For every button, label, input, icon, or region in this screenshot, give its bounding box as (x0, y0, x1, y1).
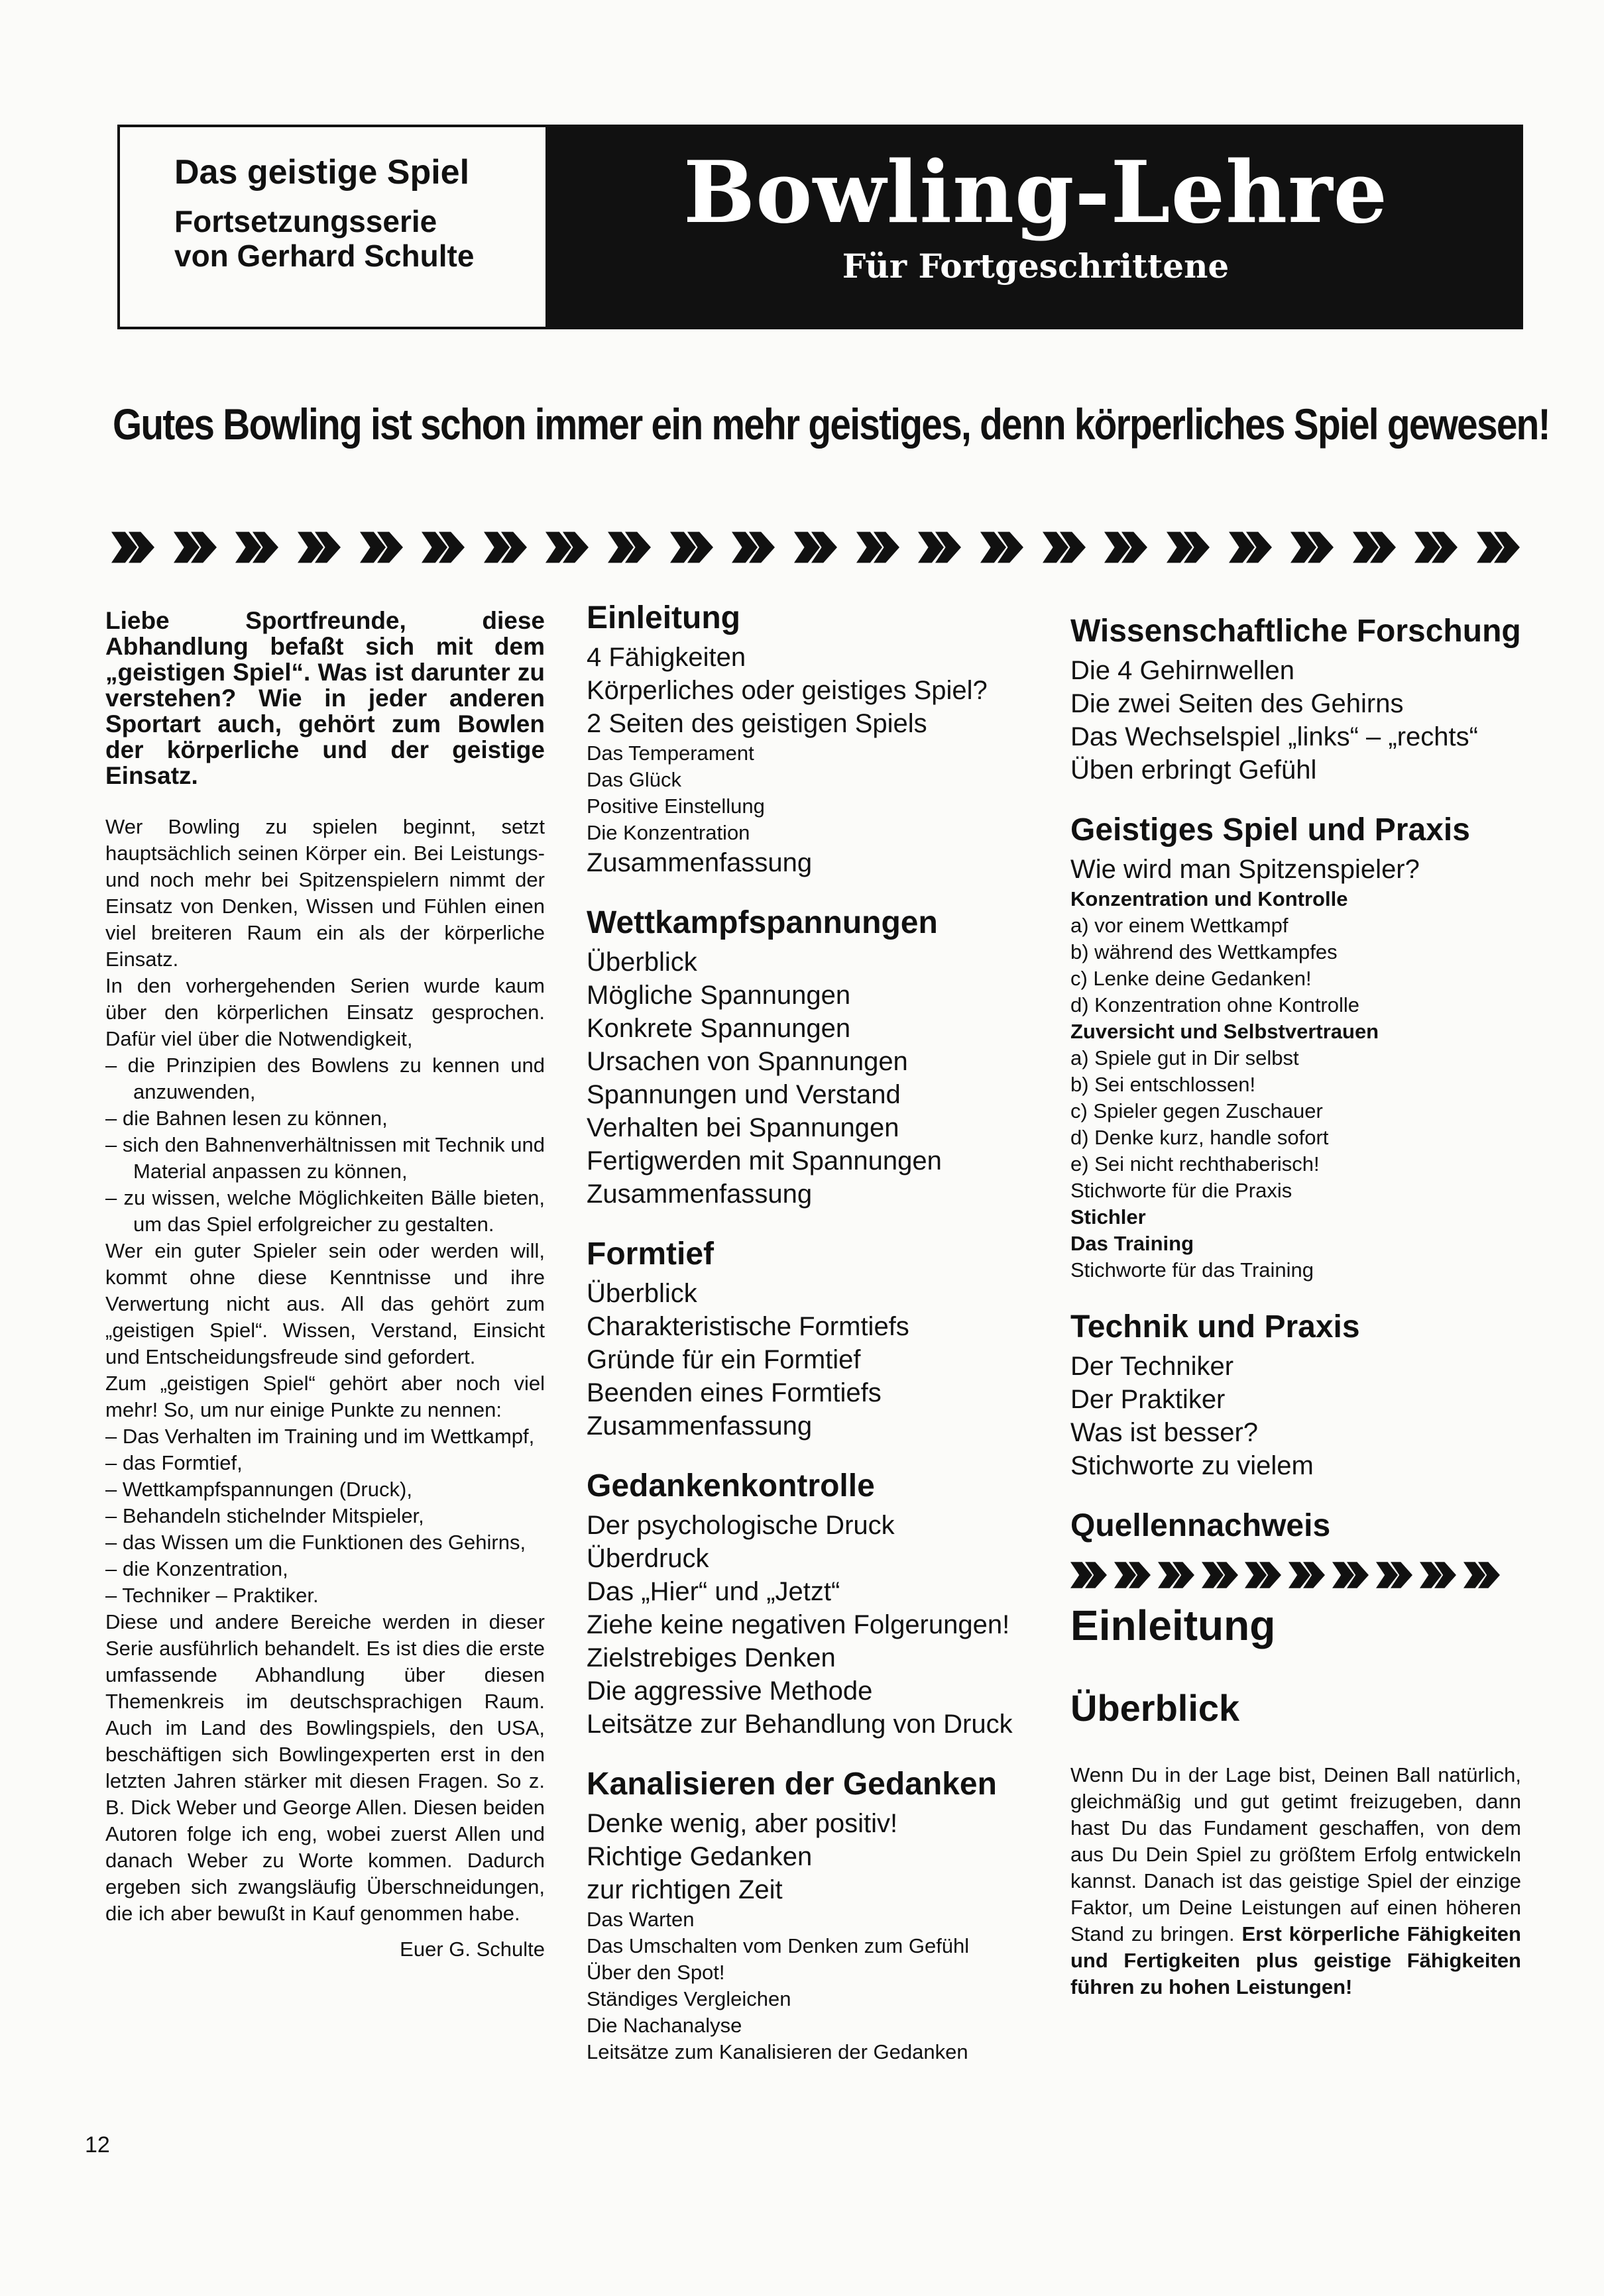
toc-item: Fertigwerden mit Spannungen (587, 1146, 942, 1175)
toc-item: Stichworte für die Praxis (1070, 1179, 1292, 1202)
toc-item: Die 4 Gehirnwellen (1070, 656, 1294, 685)
toc-item: Das Glück (587, 768, 681, 791)
bullet-item: – die Prinzipien des Bowlens zu kennen und anzuwenden, (105, 1054, 545, 1103)
double-arrow-icon (1070, 1560, 1108, 1590)
double-arrow-icon (608, 530, 653, 565)
toc-item: zur richtigen Zeit (587, 1875, 783, 1904)
double-arrow-icon (298, 530, 343, 565)
double-arrow-icon (1229, 530, 1274, 565)
middle-column-contents (587, 600, 1037, 2091)
double-arrow-icon (1167, 530, 1212, 565)
toc-item: Ständiges Vergleichen (587, 1987, 791, 2010)
bullet-item: – Techniker – Praktiker. (105, 1584, 319, 1607)
toc-item: b) Sei entschlossen! (1070, 1073, 1256, 1096)
toc-item: Charakteristische Formtiefs (587, 1312, 909, 1341)
toc-section (587, 1766, 1037, 2065)
toc-item: Spannungen und Verstand (587, 1080, 901, 1109)
toc-item: 2 Seiten des geistigen Spiels (587, 709, 927, 738)
toc-item: Der Praktiker (1070, 1385, 1226, 1414)
double-arrow-icon (360, 530, 405, 565)
double-arrow-icon (1104, 530, 1149, 565)
toc-item: d) Denke kurz, handle sofort (1070, 1126, 1329, 1149)
toc-heading: Gedankenkontrolle (587, 1468, 875, 1503)
toc-item: Zielstrebiges Denken (587, 1643, 836, 1672)
double-arrow-icon (545, 530, 591, 565)
toc-item: Zuversicht und Selbstvertrauen (1070, 1020, 1379, 1043)
toc-item: Konzentration und Kontrolle (1070, 887, 1348, 910)
toc-item: Das Umschalten vom Denken zum Gefühl (587, 1934, 970, 1957)
right-contents (1070, 613, 1521, 1545)
toc-item: Wie wird man Spitzenspieler? (1070, 855, 1420, 884)
toc-item: d) Konzentration ohne Kontrolle (1070, 993, 1360, 1016)
double-arrow-icon (1463, 1560, 1501, 1590)
toc-item: Verhalten bei Spannungen (587, 1113, 899, 1142)
toc-item: Mögliche Spannungen (587, 981, 851, 1010)
double-arrow-icon (174, 530, 219, 565)
body-text (105, 814, 545, 1927)
tagline: Gutes Bowling ist schon immer ein mehr geistiges, denn körperliches Spiel gewesen! (113, 400, 1550, 449)
toc-item: Gründe für ein Formtief (587, 1345, 861, 1374)
toc-item: Zusammenfassung (587, 1411, 813, 1441)
toc-item: Stichler (1070, 1205, 1146, 1229)
series-title: Das geistige Spiel (174, 153, 470, 191)
toc-section (1070, 1309, 1521, 1482)
toc-item: Was ist besser? (1070, 1418, 1259, 1447)
double-arrow-icon (1158, 1560, 1196, 1590)
left-column (105, 600, 545, 1963)
series-author-line: von Gerhard Schulte (174, 239, 475, 273)
toc-heading: Technik und Praxis (1070, 1309, 1360, 1344)
bullet-item: – das Formtief, (105, 1451, 243, 1474)
toc-item: Ursachen von Spannungen (587, 1047, 908, 1076)
toc-heading: Quellennachweis (1070, 1508, 1331, 1543)
series-subtitle (174, 204, 545, 273)
toc-item: b) während des Wettkampfes (1070, 940, 1338, 963)
toc-item: Überdruck (587, 1544, 709, 1573)
toc-item: e) Sei nicht rechthaberisch! (1070, 1152, 1320, 1175)
toc-item: Denke wenig, aber positiv! (587, 1809, 898, 1838)
toc-item: c) Spieler gegen Zuschauer (1070, 1099, 1323, 1122)
toc-item: a) Spiele gut in Dir selbst (1070, 1046, 1299, 1069)
toc-item: Die zwei Seiten des Gehirns (1070, 689, 1404, 718)
intro-text: Liebe Sportfreunde, diese Abhandlung befaßt sich mit dem „geistigen Spiel“. Was ist darunter zu verstehen? Wie in jeder anderen Sportart auch, gehört zum Bowlen der körperliche und der geistige Einsatz. (105, 607, 545, 789)
toc-section (587, 1236, 1037, 1443)
toc-item: Das Warten (587, 1908, 695, 1931)
signature: Euer G. Schulte (400, 1938, 545, 1961)
arrow-divider-top (111, 530, 1522, 570)
toc-item: Ziehe keine negativen Folgerungen! (587, 1610, 1010, 1639)
double-arrow-icon (1043, 530, 1088, 565)
bullet-item: – Das Verhalten im Training und im Wettkampf, (105, 1425, 535, 1448)
double-arrow-icon (1290, 530, 1336, 565)
bullet-item: – die Konzentration, (105, 1557, 288, 1580)
double-arrow-icon (670, 530, 715, 565)
double-arrow-icon (1414, 530, 1460, 565)
double-arrow-icon (111, 530, 156, 565)
double-arrow-icon (1202, 1560, 1239, 1590)
section-title: Einleitung (1070, 1602, 1276, 1649)
toc-item: Die Nachanalyse (587, 2014, 742, 2037)
toc-item: Das Wechselspiel „links“ – „rechts“ (1070, 722, 1478, 751)
toc-section (587, 600, 1037, 879)
bullet-item: – Wettkampfspannungen (Druck), (105, 1478, 412, 1501)
double-arrow-icon (856, 530, 901, 565)
toc-item: Positive Einstellung (587, 794, 765, 818)
paragraph: In den vorhergehenden Serien wurde kaum über den körperlichen Einsatz gesprochen. Dafür viel über die Notwendigkeit, (105, 974, 545, 1050)
double-arrow-icon (1114, 1560, 1152, 1590)
article-title: Bowling-Lehre (683, 143, 1389, 243)
series-box (117, 125, 548, 329)
paragraph: Zum „geistigen Spiel“ gehört aber noch viel mehr! So, um nur einige Punkte zu nennen: (105, 1372, 545, 1421)
toc-heading: Wettkampfspannungen (587, 905, 938, 940)
title-banner (548, 125, 1523, 329)
toc-item: Überblick (587, 1279, 697, 1308)
double-arrow-icon (1376, 1560, 1414, 1590)
bullet-item: – Behandeln stichelnder Mitspieler, (105, 1504, 424, 1527)
toc-item: Die Konzentration (587, 821, 750, 844)
toc-item: Zusammenfassung (587, 1179, 813, 1209)
toc-heading: Einleitung (587, 600, 740, 635)
toc-item: Richtige Gedanken (587, 1842, 813, 1871)
toc-item: Der psychologische Druck (587, 1511, 895, 1540)
overview-bold-text: Erst körperliche Fähigkeiten und Fertigkeiten plus geistige Fähigkeiten führen zu hohen Leistungen! (1070, 1922, 1521, 1998)
toc-item: Die aggressive Methode (587, 1676, 873, 1706)
double-arrow-icon (1477, 530, 1522, 565)
double-arrow-icon (484, 530, 529, 565)
paragraph: Diese und andere Bereiche werden in dieser Serie ausführlich behandelt. Es ist dies die erste umfassende Abhandlung über diesen Themenkreis im deutschsprachigen Raum. Auch im Land des Bowlingspiels, den USA, beschäftigen sich Bowlingexperten erst in den letzten Jahren stärker mit diesen Fragen. So z. B. Dick Weber und George Allen. Diesen beiden Autoren folge ich eng, wobei zuerst Allen und danach Weber zu Worte kommen. Dadurch ergeben sich zwangsläufig Überschneidungen, die ich aber bewußt in Kauf genommen habe. (105, 1610, 545, 1925)
toc-item: Konkrete Spannungen (587, 1014, 851, 1043)
overview-text: Wenn Du in der Lage bist, Deinen Ball natürlich, gleichmäßig und gut getimt freizugeben, dann hast Du das Fundament geschaffen, von dem aus Du Dein Spiel zu größtem Erfolg entwickeln kannst. Danach ist das geistige Spiel der einzige Faktor, um Deine Leistungen auf einen höheren Stand zu bringen. (1070, 1763, 1521, 1945)
toc-item: a) vor einem Wettkampf (1070, 914, 1289, 937)
toc-heading: Formtief (587, 1236, 714, 1272)
double-arrow-icon (732, 530, 777, 565)
toc-item: 4 Fähigkeiten (587, 643, 746, 672)
double-arrow-icon (1353, 530, 1398, 565)
bullet-item: – zu wissen, welche Möglichkeiten Bälle bieten, um das Spiel erfolgreicher zu gestalten. (105, 1186, 545, 1236)
article-subtitle: Für Fortgeschrittene (842, 246, 1230, 286)
toc-item: Üben erbringt Gefühl (1070, 755, 1317, 785)
paragraph: Wer ein guter Spieler sein oder werden will, kommt ohne diese Kenntnisse und ihre Verwertung nicht aus. All das gehört zum „geistigen Spiel“. Wissen, Verstand, Einsicht und Entscheidungsfreude sind gefordert. (105, 1239, 545, 1368)
overview-paragraph (1070, 1762, 1521, 2000)
toc-item: Stichworte für das Training (1070, 1258, 1314, 1282)
bullet-item: – sich den Bahnenverhältnissen mit Technik und Material anpassen zu können, (105, 1133, 545, 1183)
series-subtitle-line: Fortsetzungsserie (174, 204, 437, 239)
toc-section (1070, 812, 1521, 1284)
toc-item: Überblick (587, 948, 697, 977)
toc-item: Stichworte zu vielem (1070, 1451, 1314, 1480)
article-header (117, 125, 1523, 329)
bullet-item: – die Bahnen lesen zu können, (105, 1107, 388, 1130)
toc-section (1070, 1507, 1521, 1545)
toc-heading: Wissenschaftliche Forschung (1070, 614, 1521, 649)
double-arrow-icon (794, 530, 839, 565)
toc-item: Das Temperament (587, 741, 754, 765)
toc-item: Zusammenfassung (587, 848, 813, 877)
toc-section (587, 1468, 1037, 1741)
double-arrow-icon (235, 530, 280, 565)
toc-item: Körperliches oder geistiges Spiel? (587, 676, 988, 705)
paragraph: Wer Bowling zu spielen beginnt, setzt hauptsächlich seinen Körper ein. Bei Leistungs- und noch mehr bei Spitzenspielern nimmt der Einsatz von Denken, Wissen und Fühlen einen viel breiteren Raum ein als der körperliche Einsatz. (105, 815, 545, 971)
arrow-divider-bottom (1070, 1560, 1501, 1594)
toc-heading: Geistiges Spiel und Praxis (1070, 812, 1470, 847)
double-arrow-icon (1332, 1560, 1370, 1590)
bullet-item: – das Wissen um die Funktionen des Gehirns, (105, 1531, 526, 1554)
double-arrow-icon (422, 530, 467, 565)
double-arrow-icon (1420, 1560, 1458, 1590)
toc-item: Leitsätze zum Kanalisieren der Gedanken (587, 2040, 968, 2063)
toc-item: Der Techniker (1070, 1352, 1234, 1381)
toc-heading: Kanalisieren der Gedanken (587, 1767, 997, 1802)
toc-item: Beenden eines Formtiefs (587, 1378, 882, 1407)
subsection-title: Überblick (1070, 1687, 1240, 1729)
double-arrow-icon (918, 530, 963, 565)
double-arrow-icon (1245, 1560, 1283, 1590)
toc-item: Das „Hier“ und „Jetzt“ (587, 1577, 840, 1606)
toc-item: Leitsätze zur Behandlung von Druck (587, 1710, 1013, 1739)
toc-item: Das Training (1070, 1232, 1194, 1255)
double-arrow-icon (980, 530, 1025, 565)
toc-section (1070, 613, 1521, 787)
toc-item: Über den Spot! (587, 1961, 725, 1984)
page-number: 12 (85, 2132, 110, 2158)
toc-section (587, 904, 1037, 1211)
right-column (1070, 613, 1521, 2000)
toc-item: c) Lenke deine Gedanken! (1070, 967, 1312, 990)
double-arrow-icon (1289, 1560, 1326, 1590)
